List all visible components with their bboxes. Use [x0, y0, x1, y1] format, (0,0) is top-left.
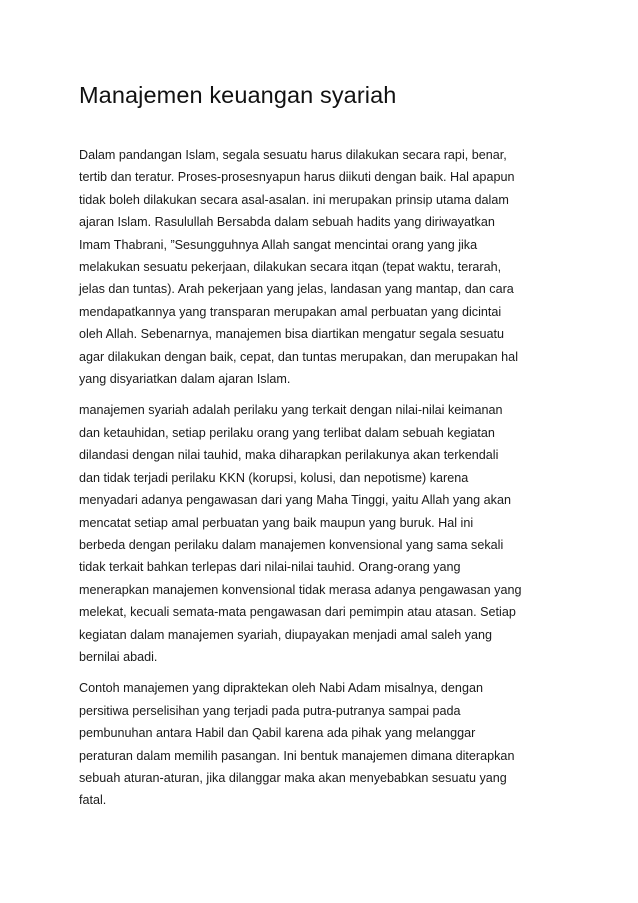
- text-line: dan tidak terjadi perilaku KKN (korupsi, kolusi, dan nepotisme) karena: [79, 470, 469, 485]
- text-line: sebuah aturan-aturan, jika dilanggar maka akan menyebabkan sesuatu yang: [79, 770, 507, 785]
- text-line: Dalam pandangan Islam, segala sesuatu harus dilakukan secara rapi, benar,: [79, 148, 507, 162]
- text-line: agar dilakukan dengan baik, cepat, dan tuntas merupakan, dan merupakan hal: [79, 349, 518, 364]
- text-line: tertib dan teratur. Proses-prosesnyapun harus diikuti dengan baik. Hal apapun: [79, 170, 515, 185]
- text-line: fatal.: [79, 793, 107, 808]
- text-line: tidak boleh dilakukan secara asal-asalan. ini merupakan prinsip utama dalam: [79, 192, 509, 207]
- text-line: yang disyariatkan dalam ajaran Islam.: [79, 372, 291, 387]
- text-line: melakukan sesuatu pekerjaan, dilakukan secara itqan (tepat waktu, terarah,: [79, 260, 502, 275]
- text-line: menyadari adanya pengawasan dari yang Maha Tinggi, yaitu Allah yang akan: [79, 493, 511, 508]
- text-line: bernilai abadi.: [79, 649, 158, 664]
- text-line: Contoh manajemen yang dipraktekan oleh Nabi Adam misalnya, dengan: [79, 681, 483, 696]
- text-line: peraturan dalam memilih pasangan. Ini bentuk manajemen dimana diterapkan: [79, 748, 515, 763]
- text-line: dan ketauhidan, setiap perilaku orang yang terlibat dalam sebuah kegiatan: [79, 425, 495, 440]
- paragraph-3: [79, 677, 569, 811]
- text-line: manajemen syariah adalah perilaku yang terkait dengan nilai-nilai keimanan: [79, 403, 503, 418]
- text-line: mencatat setiap amal perbuatan yang baik maupun yang buruk. Hal ini: [79, 515, 474, 530]
- text-line: melekat, kecuali semata-mata pengawasan dari pemimpin atau atasan. Setiap: [79, 605, 516, 620]
- text-line: mendapatkannya yang transparan merupakan amal perbuatan yang dicintai: [79, 304, 502, 319]
- text-line: kegiatan dalam manajemen syariah, diupayakan menjadi amal saleh yang: [79, 627, 493, 642]
- text-line: jelas dan tuntas). Arah pekerjaan yang jelas, landasan yang mantap, dan cara: [79, 282, 514, 297]
- text-line: persitiwa perselisihan yang terjadi pada putra-putranya sampai pada: [79, 703, 461, 718]
- text-line: berbeda dengan perilaku dalam manajemen konvensional yang sama sekali: [79, 537, 504, 552]
- paragraph-2: [79, 399, 569, 668]
- text-line: pembunuhan antara Habil dan Qabil karena ada pihak yang melanggar: [79, 726, 476, 741]
- text-line: Imam Thabrani, ”Sesungguhnya Allah sangat mencintai orang yang jika: [79, 237, 478, 252]
- text-line: tidak terkait bahkan terlepas dari nilai-nilai tauhid. Orang-orang yang: [79, 560, 461, 575]
- text-line: dilandasi dengan nilai tauhid, maka diharapkan perilakunya akan terkendali: [79, 448, 499, 463]
- document-title: Manajemen keuangan syariah: [79, 82, 397, 108]
- document-body: [79, 78, 569, 821]
- text-line: menerapkan manajemen konvensional tidak merasa adanya pengawasan yang: [79, 582, 522, 597]
- paragraph-1: [79, 144, 569, 390]
- text-line: ajaran Islam. Rasulullah Bersabda dalam sebuah hadits yang diriwayatkan: [79, 215, 495, 230]
- text-line: oleh Allah. Sebenarnya, manajemen bisa diartikan mengatur segala sesuatu: [79, 327, 504, 342]
